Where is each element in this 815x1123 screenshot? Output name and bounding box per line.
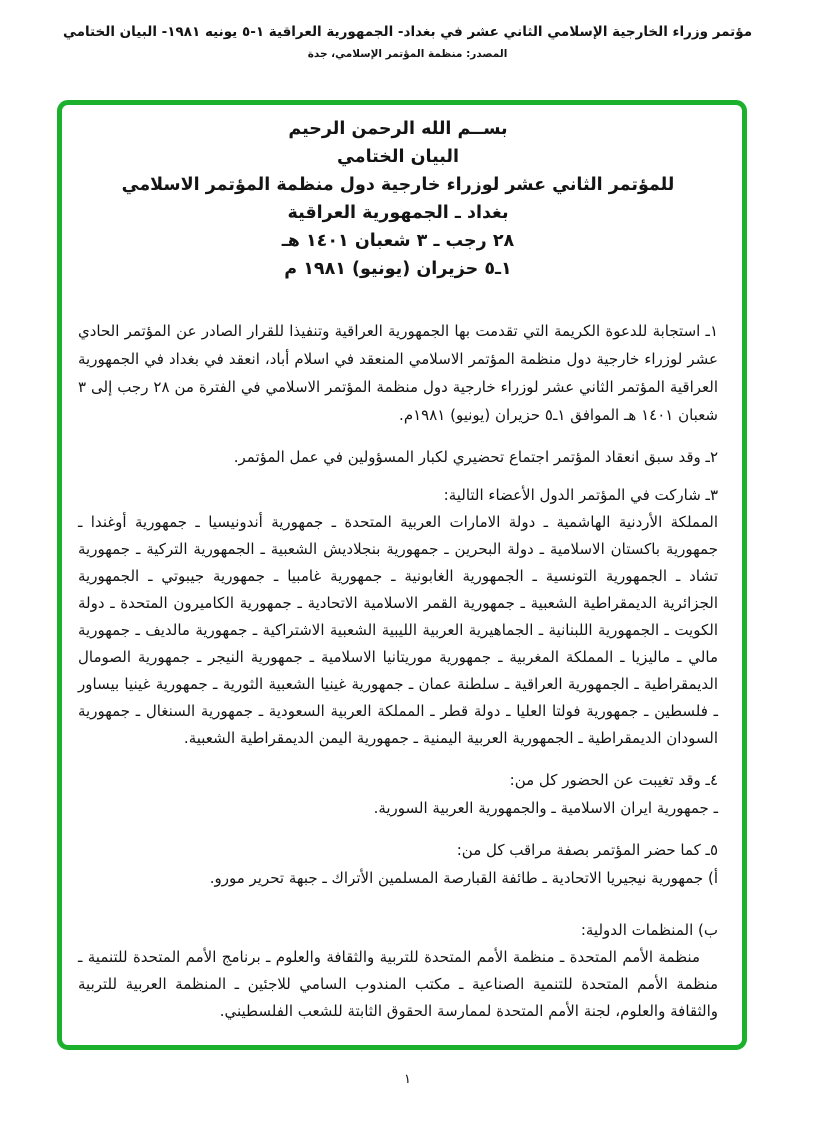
- member-states-list: المملكة الأردنية الهاشمية ـ دولة الامارات العربية المتحدة ـ جمهورية أندونيسيا ـ جمهورية أوغندا ـ جمهورية باكستان الاسلامية ـ دولة البحرين ـ جمهورية بنجلاديش الشعبية ـ الجمهورية التركية ـ جمهورية تشاد ـ الجمهورية التونسية ـ الجمهورية الغابونية ـ جمهورية غامبيا ـ جمهورية جيبوتي ـ الجمهورية الجزائرية الديمقراطية الشعبية ـ جمهورية القمر الاسلامية الاتحادية ـ جمهورية الكاميرون المتحدة ـ دولة الكويت ـ الجمهورية اللبنانية ـ الجماهيرية العربية الليبية الشعبية الاشتراكية ـ جمهورية مالديف ـ جمهورية مالي ـ ماليزيا ـ المملكة المغربية ـ جمهورية موريتانيا الاسلامية ـ جمهورية النيجر ـ جمهورية الصومال الديمقراطية ـ الجمهورية العراقية ـ سلطنة عمان ـ جمهورية غينيا الشعبية الثورية ـ جمهورية غينيا بيساور ـ فلسطين ـ جمهورية فولتا العليا ـ دولة قطر ـ المملكة العربية السعودية ـ جمهورية السنغال ـ جمهورية السودان الديمقراطية ـ الجمهورية العربية اليمنية ـ جمهورية اليمن الديمقراطية الشعبية.: [78, 513, 718, 747]
- organizations-heading: ب) المنظمات الدولية:: [580, 921, 718, 939]
- document-title: البيان الختامي: [337, 147, 459, 167]
- document-frame: [57, 100, 747, 1050]
- page-number: ١: [404, 1072, 411, 1087]
- title-block: [78, 115, 718, 283]
- hijri-date: ٢٨ رجب ـ ٣ شعبان ١٤٠١ هـ: [281, 231, 515, 251]
- paragraph-4-heading: ٤ـ وقد تغيبت عن الحضور كل من:: [509, 771, 718, 789]
- header-caption: مؤتمر وزراء الخارجية الإسلامي الثاني عشر في بغداد- الجمهورية العراقية ١-٥ يونيه ١٩٨١- البيان الختامي: [62, 24, 753, 40]
- document-header: [0, 0, 815, 60]
- absent-states: ـ جمهورية ايران الاسلامية ـ والجمهورية العربية السورية.: [373, 799, 718, 817]
- basmala: بســم الله الرحمن الرحيم: [288, 119, 508, 139]
- paragraph-3-heading: ٣ـ شاركت في المؤتمر الدول الأعضاء التالية:: [443, 486, 718, 504]
- document-location: بغداد ـ الجمهورية العراقية: [287, 203, 509, 223]
- document-body: [78, 317, 718, 1025]
- paragraph-1: ١ـ استجابة للدعوة الكريمة التي تقدمت بها الجمهورية العراقية وتنفيذا للقرار الصادر عن المؤتمر الحادي عشر لوزراء خارجية دول منظمة المؤتمر الاسلامي المنعقد في اسلام أباد، انعقد في بغداد في الجمهورية العراقية المؤتمر الثاني عشر لوزراء خارجية دول منظمة المؤتمر الاسلامي في الفترة من ٢٨ رجب إلى ٣ شعبان ١٤٠١ هـ الموافق ١ـ٥ حزيران (يونيو) ١٩٨١م.: [78, 322, 718, 424]
- document-subtitle: للمؤتمر الثاني عشر لوزراء خارجية دول منظمة المؤتمر الاسلامي: [121, 175, 675, 195]
- observer-item-a: أ) جمهورية نيجيريا الاتحادية ـ طائفة القبارصة المسلمين الأتراك ـ جبهة تحرير مورو.: [209, 869, 718, 887]
- organizations-list: منظمة الأمم المتحدة ـ منظمة الأمم المتحدة للتربية والثقافة والعلوم ـ برنامج الأمم المتحدة للتنمية ـ منظمة الأمم المتحدة للتنمية الصناعية ـ مكتب المندوب السامي للاجئين ـ المنظمة العربية للتربية والثقافة والعلوم، لجنة الأمم المتحدة لممارسة الحقوق الثابتة للشعب الفلسطيني.: [78, 948, 718, 1020]
- gregorian-date: ١ـ٥ حزيران (يونيو) ١٩٨١ م: [284, 259, 512, 279]
- header-source: المصدر: منظمة المؤتمر الإسلامي، جدة: [307, 48, 508, 60]
- paragraph-2: ٢ـ وقد سبق انعقاد المؤتمر اجتماع تحضيري لكبار المسؤولين في عمل المؤتمر.: [233, 448, 718, 466]
- paragraph-5-heading: ٥ـ كما حضر المؤتمر بصفة مراقب كل من:: [456, 841, 718, 859]
